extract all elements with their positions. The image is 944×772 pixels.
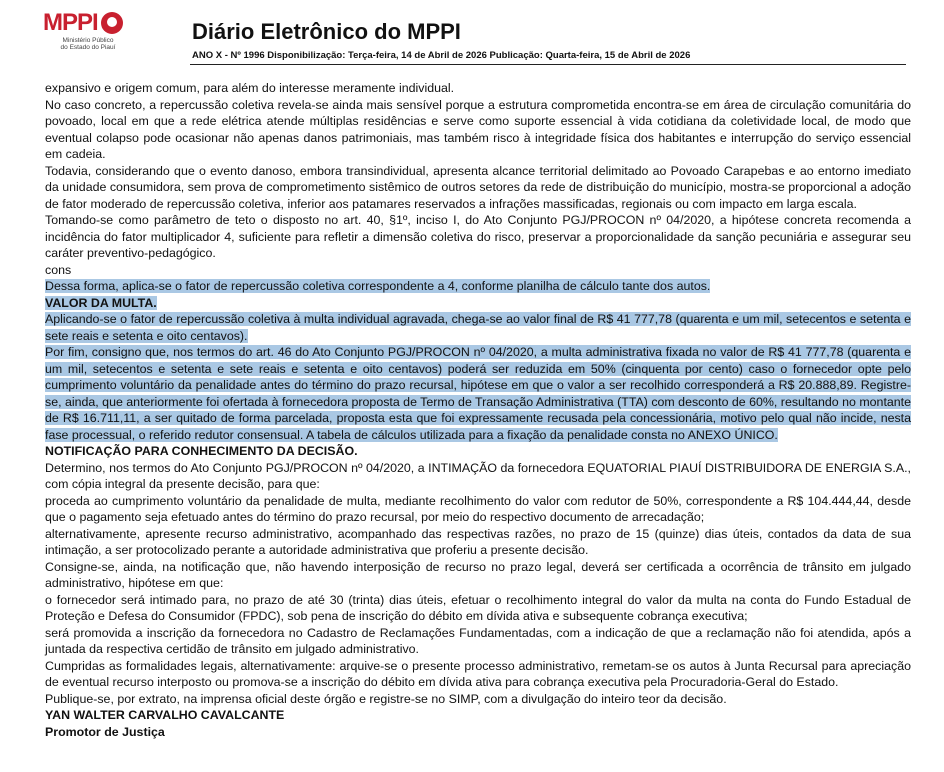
selected-text[interactable]: Aplicando-se o fator de repercussão coletiva à multa individual agravada, chega-se ao valor final de R$ 41 777,78 (quarenta e um mil, setecentos e setenta e sete reais e setenta e oito centavos). [45, 312, 911, 343]
logo-subtitle-line1: Ministério Público [62, 37, 114, 44]
logo-subtitle-line2: do Estado do Piauí [60, 44, 116, 51]
logo-wordmark: MPPI [43, 9, 98, 36]
mppi-logo [43, 10, 127, 58]
paragraph: No caso concreto, a repercussão coletiva revela-se ainda mais sensível porque a estrutura comprometida encontra-se em área de circulação comunitária do povoado, local em que a rede elétrica atende múltiplas residências e serve como suporte essencial à vida cotidiana da coletividade local, de modo que eventual colapso pode ocasionar não apenas danos patrimoniais, mas também risco à integridade física dos habitantes e interrupção do serviço essencial em cadeia. [45, 97, 911, 161]
logo-subtitle [58, 37, 118, 51]
paragraph: proceda ao cumprimento voluntário da penalidade de multa, mediante recolhimento do valor com redutor de 50%, correspondente a R$ 104.444,44, desde que o pagamento seja efetuado antes do término do prazo recursal, por meio do respectivo documento de arrecadação; [45, 493, 911, 524]
highlighted-paragraph[interactable] [45, 311, 911, 344]
paragraph: cons [45, 262, 72, 277]
highlighted-paragraph[interactable] [45, 278, 911, 295]
header-divider [190, 64, 906, 65]
paragraph: Cumpridas as formalidades legais, alternativamente: arquive-se o presente processo administrativo, remetam-se os autos à Junta Recursal para apreciação de eventual recurso interposto ou promova-se a inscrição do débito em dívida ativa para cobrança executiva pela Procuradoria-Geral do Estado. [45, 658, 911, 689]
issue-info: ANO X - Nº 1996 Disponibilização: Terça-feira, 14 de Abril de 2026 Publicação: Quarta-feira, 15 de Abril de 2026 [192, 50, 691, 61]
section-heading: NOTIFICAÇÃO PARA CONHECIMENTO DA DECISÃO. [45, 444, 358, 458]
paragraph: Tomando-se como parâmetro de teto o disposto no art. 40, §1º, inciso I, do Ato Conjunto PGJ/PROCON nº 04/2020, a hipótese concreta recomenda a incidência do fator multiplicador 4, suficiente para refletir a dimensão coletiva do risco, preservar a proporcionalidade da sanção pecuniária e assegurar seu caráter preventivo-pedagógico. [45, 213, 911, 260]
paragraph: Determino, nos termos do Ato Conjunto PGJ/PROCON nº 04/2020, a INTIMAÇÃO da fornecedora EQUATORIAL PIAUÍ DISTRIBUIDORA DE ENERGIA S.A., com cópia integral da presente decisão, para que: [45, 460, 911, 491]
paragraph: Consigne-se, ainda, na notificação que, não havendo interposição de recurso no prazo legal, deverá ser certificada a ocorrência de trânsito em julgado administrativo, hipótese em que: [45, 559, 911, 590]
paragraph: alternativamente, apresente recurso administrativo, acompanhado das respectivas razões, no prazo de 15 (quinze) dias úteis, contados da data de sua intimação, a ser protocolizado perante a autoridade administrativa que proferiu a presente decisão. [45, 526, 911, 557]
selected-text[interactable]: Por fim, consigno que, nos termos do art. 46 do Ato Conjunto PGJ/PROCON nº 04/2020, a multa administrativa fixada no valor de R$ 41 777,78 (quarenta e um mil, setecentos e setenta e sete reais e setenta e oito centavos) poderá ser reduzida em 50% (cinquenta por cento) caso o fornecedor opte pelo cumprimento voluntário da penalidade antes do término do prazo recursal, hipótese em que o valor a ser recolhido corresponderá a R$ 20.888,89. Registre-se, ainda, que anteriormente foi ofertada à fornecedora proposta de Termo de Transação Administrativa (TTA) com desconto de 60%, resultando no montante de R$ 16.711,11, a ser quitado de forma parcelada, proposta esta que foi expressamente recusada pela concessionária, motivo pelo qual não incide, nesta fase processual, o referido redutor consensual. A tabela de cálculos utilizada para a fixação da penalidade consta no ANEXO ÚNICO. [45, 345, 912, 442]
paragraph: o fornecedor será intimado para, no prazo de até 30 (trinta) dias úteis, efetuar o recolhimento integral do valor da multa na conta do Fundo Estadual de Proteção e Defesa do Consumidor (FPDC), sob pena de inscrição do débito em dívida ativa e subsequente cobrança executiva; [45, 592, 911, 623]
paragraph: Todavia, considerando que o evento danoso, embora transindividual, apresenta alcance territorial delimitado ao Povoado Carapebas e ao entorno imediato da unidade consumidora, sem prova de comprometimento sistêmico de outros setores da rede de distribuição do município, mostra-se proporcional a adoção de fator moderado de repercussão coletiva, inferior aos patamares reservados a infrações massificadas, regionais ou com impacto em larga escala. [45, 163, 911, 211]
section-heading[interactable] [45, 295, 911, 312]
paragraph: Publique-se, por extrato, na imprensa oficial deste órgão e registre-se no SIMP, com a divulgação do inteiro teor da decisão. [45, 691, 727, 706]
selected-text[interactable]: Dessa forma, aplica-se o fator de repercussão coletiva correspondente a 4, conforme planilha de cálculo tante dos autos. [45, 279, 711, 293]
journal-title: Diário Eletrônico do MPPI [192, 19, 461, 44]
paragraph: expansivo e origem comum, para além do interesse meramente individual. [45, 81, 455, 95]
document-body [45, 80, 911, 740]
selected-heading[interactable]: VALOR DA MULTA. [45, 295, 157, 310]
signer-name: YAN WALTER CARVALHO CAVALCANTE [45, 708, 285, 722]
highlighted-paragraph[interactable] [45, 344, 911, 443]
seal-icon [101, 12, 123, 34]
page-header [0, 0, 944, 72]
paragraph: será promovida a inscrição da fornecedora no Cadastro de Reclamações Fundamentadas, com a indicação de que a reclamação não foi atendida, após a juntada da respectiva certidão de trânsito em julgado administrativo. [45, 625, 911, 656]
signer-role: Promotor de Justiça [45, 724, 165, 739]
